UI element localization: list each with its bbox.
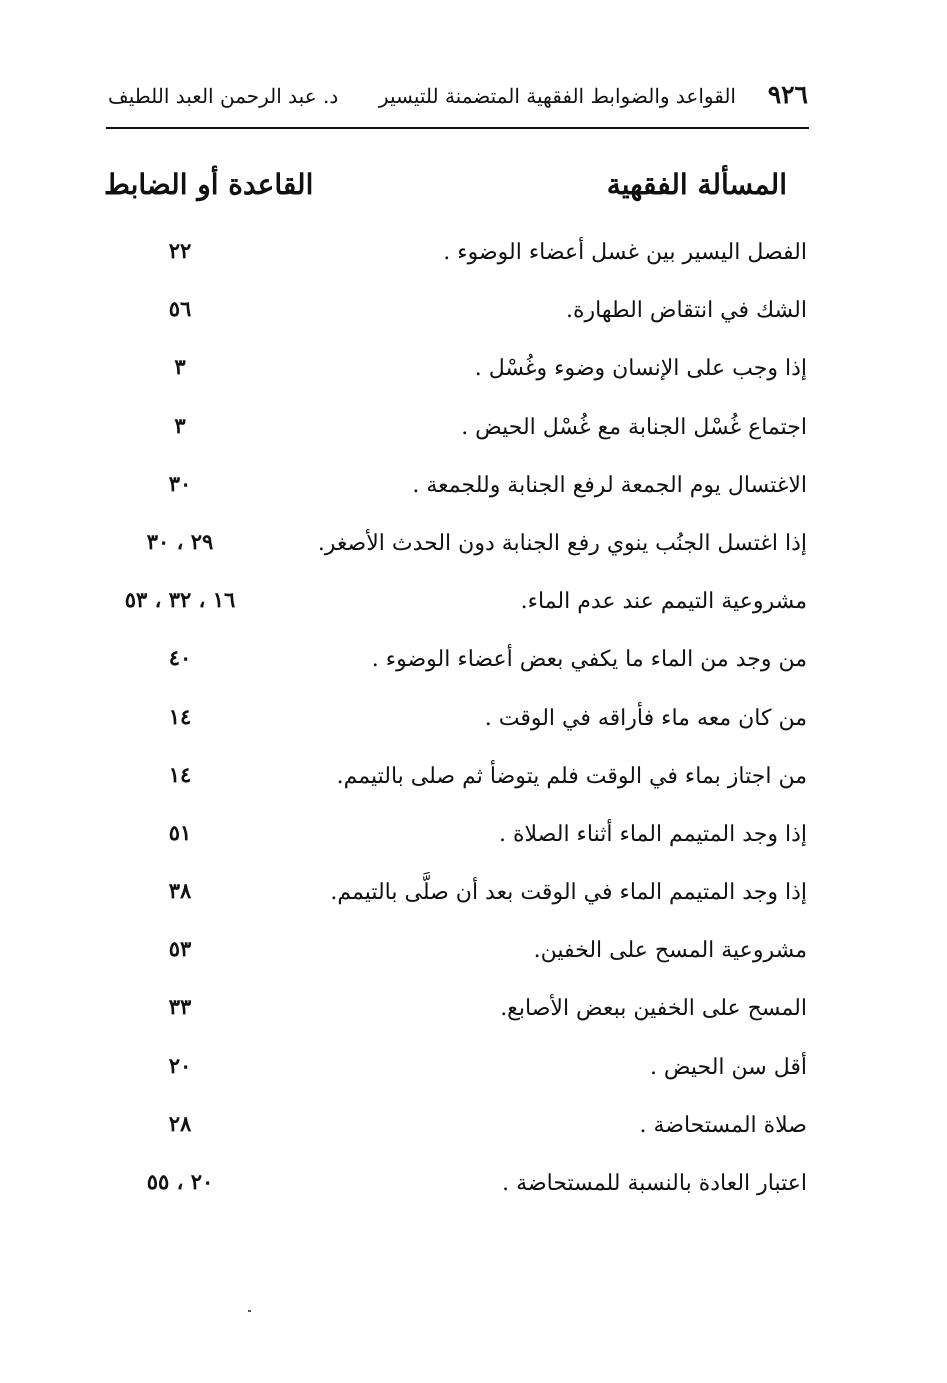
rule-reference: ٣٠ — [168, 470, 192, 496]
issue-text: أقل سن الحيض . — [649, 1054, 807, 1080]
table-row — [0, 1105, 947, 1163]
table-row — [0, 523, 947, 581]
issue-text: من اجتاز بماء في الوقت فلم يتوضأ ثم صلى بالتيمم. — [336, 763, 807, 789]
page-number: ٩٢٦ — [767, 80, 808, 109]
table-row — [0, 232, 947, 290]
rule-reference: ٤٠ — [168, 645, 192, 671]
table-row — [0, 814, 947, 872]
index-table — [0, 232, 947, 1221]
table-row — [0, 988, 947, 1046]
header-divider — [106, 127, 809, 129]
rule-reference: ١٤ — [168, 761, 192, 787]
book-title: القواعد والضوابط الفقهية المتضمنة للتيسير — [378, 84, 736, 108]
issue-text: من وجد من الماء ما يكفي بعض أعضاء الوضوء . — [371, 647, 807, 673]
rule-reference: ٢٩ ، ٣٠ — [146, 528, 214, 554]
table-row — [0, 1047, 947, 1105]
issue-text: اجتماع غُسْل الجنابة مع غُسْل الحيض . — [461, 414, 807, 440]
issue-text: الشك في انتقاض الطهارة. — [566, 298, 807, 324]
rule-reference: ١٦ ، ٣٢ ، ٥٣ — [124, 587, 236, 613]
rule-reference: ٥٣ — [168, 936, 192, 962]
rule-reference: ٢٠ — [168, 1052, 192, 1078]
rule-reference: ٢٠ ، ٥٥ — [146, 1169, 214, 1194]
issue-column-heading: المسألة الفقهية — [606, 168, 787, 201]
table-row — [0, 290, 947, 348]
table-row — [0, 930, 947, 988]
rule-reference: ٥١ — [168, 819, 192, 845]
issue-text: إذا وجد المتيمم الماء أثناء الصلاة . — [499, 821, 807, 847]
table-row — [0, 1163, 947, 1221]
table-row — [0, 639, 947, 697]
issue-text: إذا وجب على الإنسان وضوء وغُسْل . — [474, 356, 807, 382]
table-row — [0, 465, 947, 523]
issue-text: من كان معه ماء فأراقه في الوقت . — [484, 705, 807, 731]
issue-text: إذا وجد المتيمم الماء في الوقت بعد أن صلَّى بالتيمم. — [330, 880, 807, 906]
table-row — [0, 407, 947, 465]
running-header — [108, 80, 808, 120]
issue-text: الاغتسال يوم الجمعة لرفع الجنابة وللجمعة . — [412, 472, 807, 498]
author-name: د. عبد الرحمن العبد اللطيف — [108, 84, 339, 108]
issue-text: إذا اغتسل الجنُب ينوي رفع الجنابة دون الحدث الأصغر. — [317, 530, 807, 556]
rule-reference: ٣ — [174, 354, 186, 380]
issue-text: الفصل اليسير بين غسل أعضاء الوضوء . — [443, 240, 807, 265]
issue-text: مشروعية المسح على الخفين. — [533, 938, 807, 964]
rule-reference: ٣ — [174, 412, 186, 438]
table-row — [0, 698, 947, 756]
rule-reference: ٢٢ — [168, 238, 192, 263]
rule-reference: ٢٨ — [168, 1110, 192, 1136]
rule-reference: ٥٦ — [168, 296, 192, 322]
rule-reference: ٣٣ — [168, 994, 192, 1020]
table-row — [0, 756, 947, 814]
rule-column-heading: القاعدة أو الضابط — [104, 168, 314, 201]
table-row — [0, 581, 947, 639]
page-speck — [248, 1310, 251, 1312]
table-row — [0, 872, 947, 930]
issue-text: المسح على الخفين ببعض الأصابع. — [500, 996, 807, 1022]
issue-text: اعتبار العادة بالنسبة للمستحاضة . — [502, 1171, 807, 1196]
rule-reference: ١٤ — [168, 703, 192, 729]
issue-text: مشروعية التيمم عند عدم الماء. — [520, 589, 807, 615]
table-row — [0, 348, 947, 406]
issue-text: صلاة المستحاضة . — [639, 1112, 807, 1138]
rule-reference: ٣٨ — [168, 878, 192, 904]
